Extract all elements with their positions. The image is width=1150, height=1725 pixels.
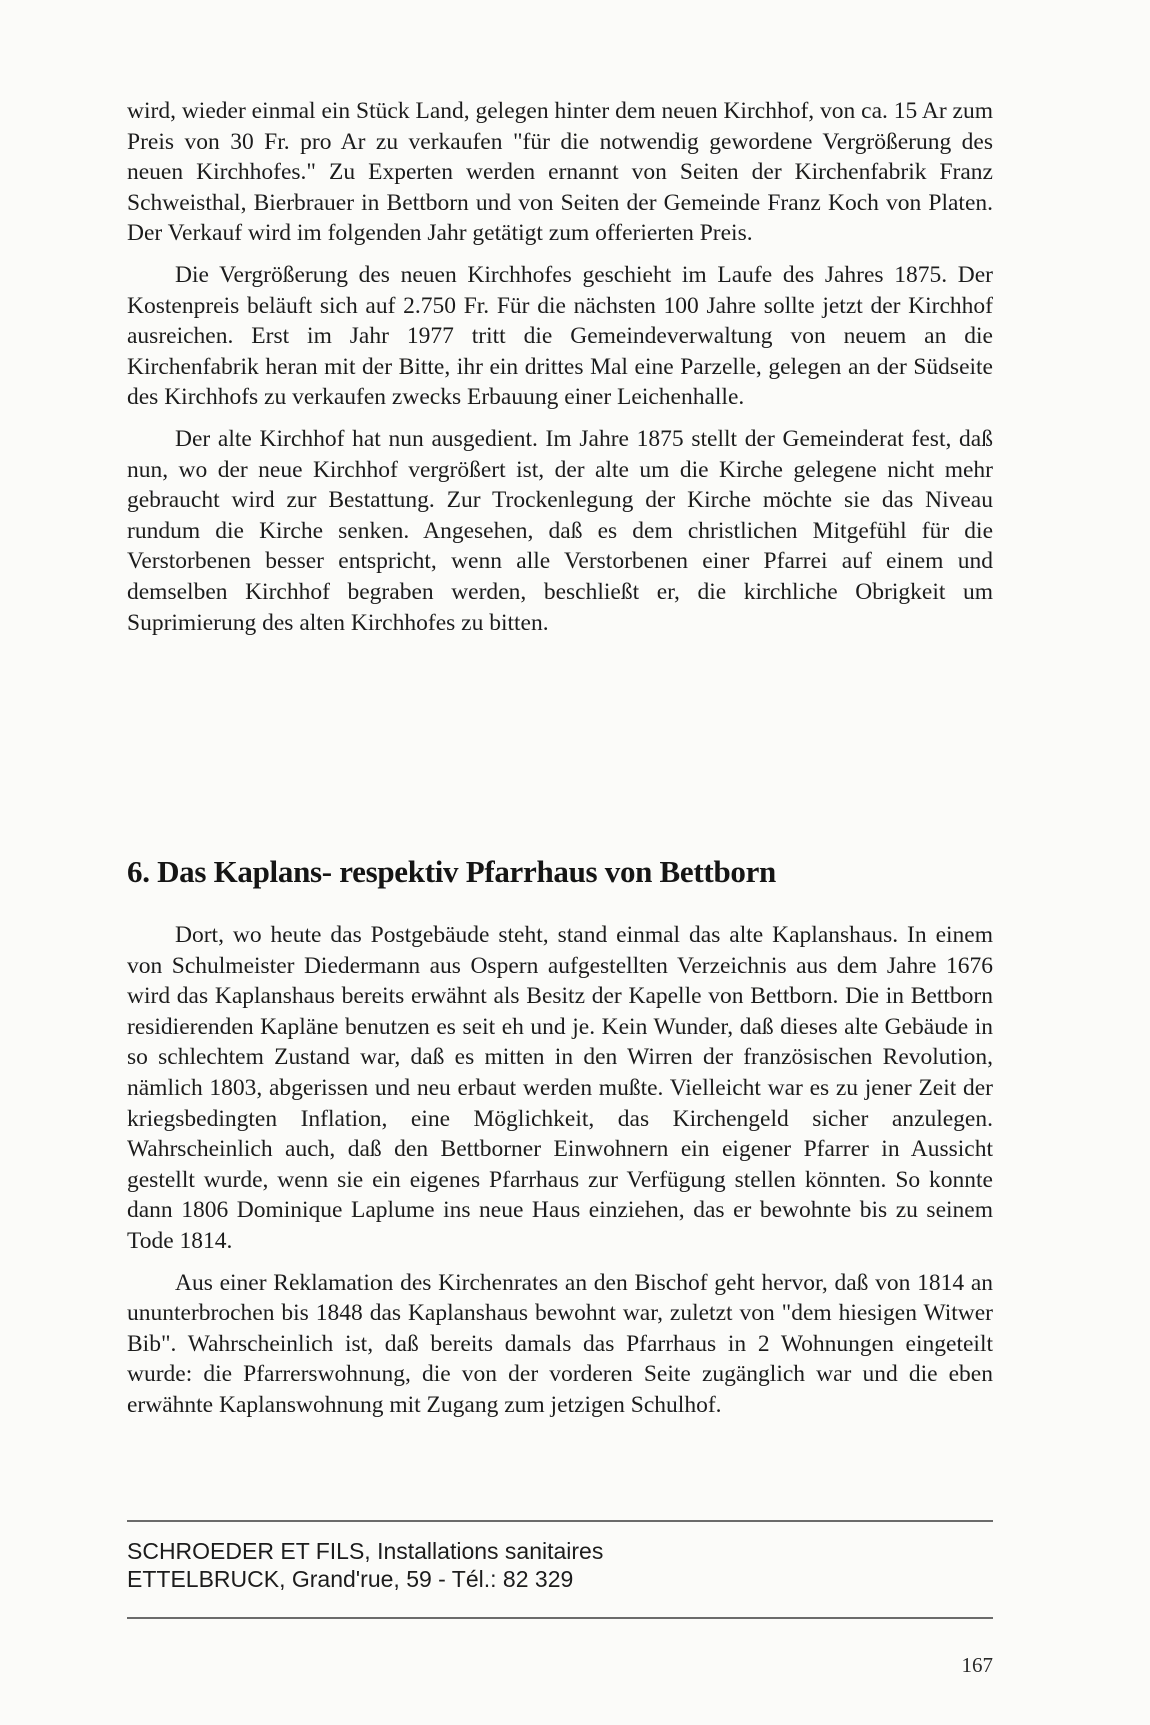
page-number: 167	[961, 1653, 993, 1677]
advertisement	[127, 1537, 993, 1593]
section-body-1	[127, 96, 993, 638]
paragraph: Der alte Kirchhof hat nun ausgedient. Im Jahre 1875 stellt der Gemeinderat fest, daß nun, wo der neue Kirchhof vergrößert ist, der alte um die Kirche gelegene nicht mehr gebraucht wird zur Bestattung. Zur Trockenlegung der Kirche möchte sie das Niveau rundum die Kirche senken. Angesehen, daß es dem christlichen Mitgefühl für die Verstorbenen besser entspricht, wenn alle Verstorbenen einer Pfarrei auf einem und demselben Kirchhof begraben werden, beschließt er, die kirchliche Obrigkeit um Suprimierung des alten Kirchhofes zu bitten.	[127, 425, 993, 636]
advertisement-line: SCHROEDER ET FILS, Installations sanitaires	[127, 1538, 604, 1564]
paragraph: Dort, wo heute das Postgebäude steht, stand einmal das alte Kaplanshaus. In einem von Schulmeister Diedermann aus Ospern aufgestellten Verzeichnis aus dem Jahre 1676 wird das Kaplanshaus bereits erwähnt als Besitz der Kapelle von Bettborn. Die in Bettborn residierenden Kapläne benutzen es seit eh und je. Kein Wunder, daß dieses alte Gebäude in so schlechtem Zustand war, daß es mitten in den Wirren der französischen Revolution, nämlich 1803, abgerissen und neu erbaut werden mußte. Vielleicht war es zu jener Zeit der kriegsbedingten Inflation, eine Möglichkeit, das Kirchengeld sicher anzulegen. Wahrscheinlich auch, daß den Bettborner Einwohnern ein eigener Pfarrer in Aussicht gestellt wurde, wenn sie ein eigenes Pfarrhaus zur Verfügung stellen könnten. So konnte dann 1806 Dominique Laplume ins neue Haus einziehen, das er bewohnte bis zu seinem Tode 1814.	[127, 922, 993, 1254]
advertisement-line: ETTELBRUCK, Grand'rue, 59 - Tél.: 82 329	[127, 1566, 574, 1592]
divider-bottom	[127, 1617, 993, 1619]
divider-top	[127, 1520, 993, 1522]
paragraph: Aus einer Reklamation des Kirchenrates an den Bischof geht hervor, daß von 1814 an ununterbrochen bis 1848 das Kaplanshaus bewohnt war, zuletzt von "dem hiesigen Witwer Bib". Wahrscheinlich ist, daß bereits damals das Pfarrhaus in 2 Wohnungen eingeteilt wurde: die Pfarrerswohnung, die von der vorderen Seite zugänglich war und die eben erwähnte Kaplanswohnung mit Zugang zum jetzigen Schulhof.	[127, 1269, 993, 1418]
section-body-2	[127, 920, 993, 1421]
paragraph: wird, wieder einmal ein Stück Land, gelegen hinter dem neuen Kirchhof, von ca. 15 Ar zum Preis von 30 Fr. pro Ar zu verkaufen "für die notwendig gewordene Vergrößerung des neuen Kirchhofes." Zu Experten werden ernannt von Seiten der Kirchenfabrik Franz Schweisthal, Bierbrauer in Bettborn und von Seiten der Gemeinde Franz Koch von Platen. Der Verkauf wird im folgenden Jahr getätigt zum offerierten Preis.	[127, 98, 993, 247]
section-heading: 6. Das Kaplans- respektiv Pfarrhaus von Bettborn	[127, 854, 776, 889]
paragraph: Die Vergrößerung des neuen Kirchhofes geschieht im Laufe des Jahres 1875. Der Kostenpreis beläuft sich auf 2.750 Fr. Für die nächsten 100 Jahre sollte jetzt der Kirchhof ausreichen. Erst im Jahr 1977 tritt die Gemeindeverwaltung von neuem an die Kirchenfabrik heran mit der Bitte, ihr ein drittes Mal eine Parzelle, gelegen an der Südseite des Kirchhofs zu verkaufen zwecks Erbauung einer Leichenhalle.	[127, 261, 993, 411]
